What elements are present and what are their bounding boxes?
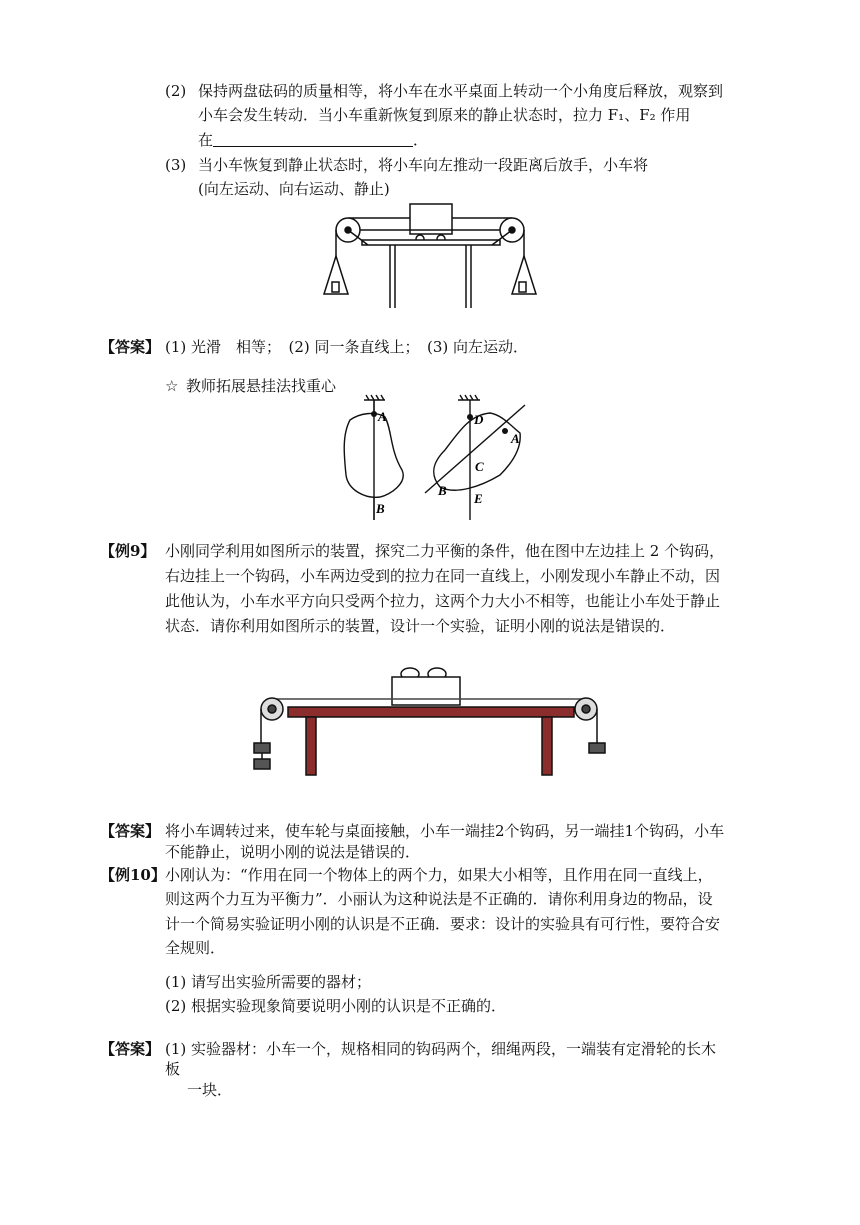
answer2-label: 【答案】 <box>100 822 161 840</box>
cart-body <box>392 677 460 705</box>
example9-line: 小刚同学利用如图所示的装置，探究二力平衡的条件，他在图中左边挂上 2 个钩码， <box>165 542 725 560</box>
table-top <box>362 240 500 245</box>
example10-label: 【例10】 <box>100 866 166 884</box>
answer3-line1: (1) 实验器材：小车一个，规格相同的钩码两个，细绳两段，一端装有定滑轮的长木 <box>165 1040 717 1058</box>
center-of-gravity-figure <box>330 395 540 525</box>
cart-table-figure <box>250 665 615 780</box>
point-b2-label: B <box>438 483 447 498</box>
hook-weight <box>254 759 270 769</box>
q2-line3-post: ． <box>413 131 429 149</box>
point-a-label: A <box>378 409 387 424</box>
hook-weight <box>254 743 270 753</box>
q2-number: (2) <box>165 82 187 100</box>
hook-weight <box>589 743 605 753</box>
answer2-line: 不能静止，说明小刚的说法是错误的． <box>165 843 421 861</box>
pulley-apparatus-figure <box>320 200 540 312</box>
example9-line: 右边挂上一个钩码，小车两边受到的拉力在同一直线上，小刚发现小车静止不动，因 <box>165 567 721 585</box>
q2-line3-pre: 在 <box>198 131 214 149</box>
example9-line: 此他认为，小车水平方向只受两个拉力，这两个力大小不相等，也能让小车处于静止 <box>165 592 721 610</box>
extension-title: 教师拓展悬挂法找重心 <box>186 377 337 395</box>
q2-line3 <box>198 129 428 151</box>
q3-number: (3) <box>165 156 187 174</box>
answer1-label: 【答案】 <box>100 338 161 356</box>
point-b-label: B <box>376 501 385 516</box>
point-d-label: D <box>474 412 484 427</box>
answer1-text: (1) 光滑 相等； (2) 同一条直线上； (3) 向左运动． <box>165 338 529 356</box>
answer2-line: 将小车调转过来，使车轮与桌面接触，小车一端挂2个钩码，另一端挂1个钩码，小车 <box>165 822 725 840</box>
answer-blank[interactable] <box>213 130 413 147</box>
example9-line: 状态．请你利用如图所示的装置，设计一个实验，证明小刚的说法是错误的． <box>165 617 676 635</box>
q3-line2: (向左运动、向右运动、静止) <box>198 180 390 198</box>
example10-line: 计一个简易实验证明小刚的认识是不正确．要求：设计的实验具有可行性，要符合安 <box>165 915 721 933</box>
answer3-label: 【答案】 <box>100 1040 161 1058</box>
point-a2-label: A <box>511 431 520 446</box>
q3-line1: 当小车恢复到静止状态时，将小车向左推动一段距离后放手，小车将 <box>198 156 649 174</box>
point-e-label: E <box>474 491 483 506</box>
point-c-label: C <box>475 459 484 474</box>
example10-sub2: (2) 根据实验现象简要说明小刚的认识是不正确的． <box>165 997 507 1015</box>
table-top <box>288 707 574 717</box>
example10-line: 小刚认为：“作用在同一个物体上的两个力，如果大小相等，且作用在同一直线上， <box>165 866 713 884</box>
example9-label: 【例9】 <box>100 542 156 560</box>
table-leg-left <box>306 717 316 775</box>
answer3-line3: 一块． <box>187 1081 233 1099</box>
q2-line2: 小车会发生转动．当小车重新恢复到原来的静止状态时，拉力 F₁、F₂ 作用 <box>198 106 691 124</box>
example10-sub1: (1) 请写出实验所需要的器材； <box>165 973 372 991</box>
star-icon: ☆ <box>165 377 179 395</box>
example10-line: 则这两个力互为平衡力”．小丽认为这种说法是不正确的．请你利用身边的物品，设 <box>165 890 713 908</box>
example10-line: 全规则． <box>165 939 226 957</box>
table-leg-right <box>542 717 552 775</box>
answer3-line2: 板 <box>165 1060 181 1078</box>
q2-line1: 保持两盘砝码的质量相等，将小车在水平桌面上转动一个小角度后释放，观察到 <box>198 82 724 100</box>
